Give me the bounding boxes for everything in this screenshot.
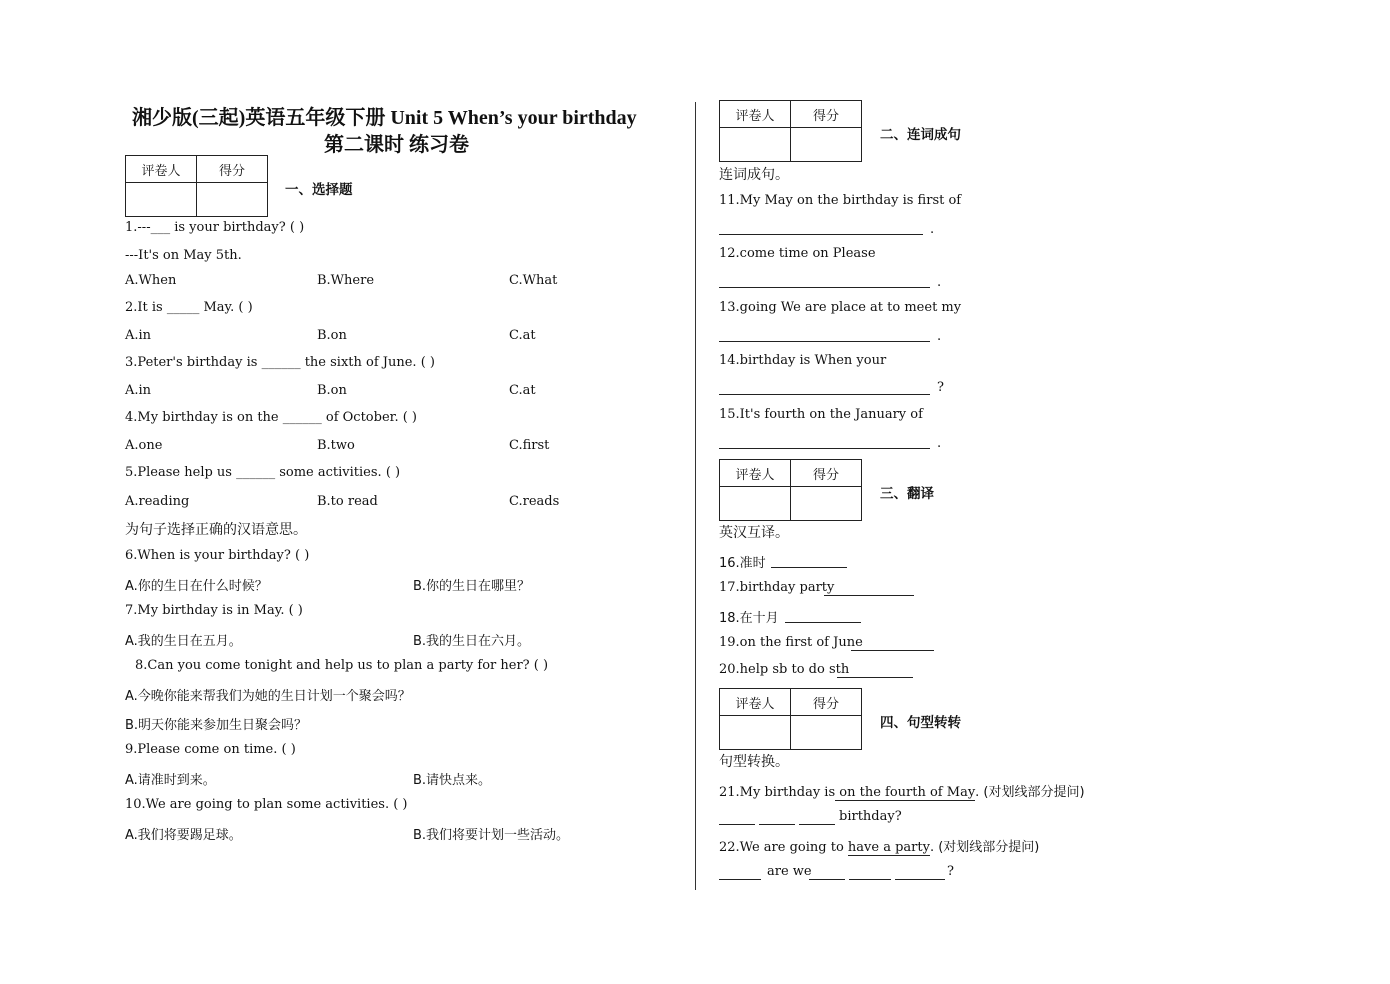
section-2-instruction: 连词成句。 [719,167,789,183]
answer-line-18[interactable] [785,622,861,623]
score-label: 得分 [197,156,268,183]
question-6: 6.When is your birthday? ( ) [125,548,310,563]
answer-line-12[interactable] [719,287,930,288]
q8-option-b[interactable]: B.明天你能来参加生日聚会吗？ [125,718,308,733]
question-21-underlined: on the fourth of May [835,785,976,800]
q9-option-a[interactable]: A.请准时到来。 [125,773,216,788]
answer-22-blank-4[interactable] [895,879,945,880]
q9-option-b[interactable]: B.请快点来。 [413,773,492,788]
q3-option-a[interactable]: A.in [125,383,152,398]
question-22-instruction: . (对划线部分提问) [929,840,1040,855]
q10-option-a[interactable]: A.我们将要踢足球。 [125,828,242,843]
question-20: 20.help sb to do sth [719,662,850,677]
q4-option-b[interactable]: B.two [317,438,355,453]
question-11: 11.My May on the birthday is first of [719,193,962,208]
score-label: 得分 [791,689,862,716]
answer-line-14[interactable] [719,394,930,395]
q6-option-a[interactable]: A.你的生日在什么时候？ [125,579,268,594]
q2-option-c[interactable]: C.at [509,328,536,343]
q1-option-c[interactable]: C.What [509,273,558,288]
answer-line-20[interactable] [837,677,913,678]
question-21-text: 21.My birthday is [719,785,836,800]
question-1-reply: ---It's on May 5th. [125,248,242,263]
score-box-2 [719,100,862,162]
section-1-heading: 一、选择题 [285,182,353,198]
answer-13-punct: . [937,329,942,344]
q1-option-a[interactable]: A.When [125,273,177,288]
answer-line-15[interactable] [719,448,930,449]
score-cell[interactable] [197,183,268,217]
q10-option-b[interactable]: B.我们将要计划一些活动。 [413,828,570,843]
q2-option-b[interactable]: B.on [317,328,347,343]
answer-line-17[interactable] [824,595,914,596]
question-18: 18.在十月 [719,611,779,626]
score-cell[interactable] [791,716,862,750]
reviewer-cell[interactable] [126,183,197,217]
q6-option-b[interactable]: B.你的生日在哪里？ [413,579,531,594]
question-19: 19.on the first of June [719,635,863,650]
score-box-1 [125,155,268,217]
score-box-4 [719,688,862,750]
reviewer-label: 评卷人 [720,460,791,487]
section-3-heading: 三、翻译 [880,486,934,502]
question-13: 13.going We are place at to meet my [719,300,962,315]
answer-22-mid: are we [767,864,812,879]
question-22 [719,836,1039,855]
reviewer-label: 评卷人 [126,156,197,183]
answer-14-punct: ? [937,380,944,395]
q1-option-b[interactable]: B.Where [317,273,375,288]
section-2-heading: 二、连词成句 [880,127,961,143]
answer-21-end: birthday? [839,809,902,824]
question-9: 9.Please come on time. ( ) [125,742,296,757]
score-label: 得分 [791,460,862,487]
reviewer-label: 评卷人 [720,689,791,716]
q3-option-c[interactable]: C.at [509,383,536,398]
q5-option-b[interactable]: B.to read [317,494,378,509]
score-box-3 [719,459,862,521]
page-title: 湘少版(三起)英语五年级下册 Unit 5 When’s your birthday [132,107,637,129]
reviewer-label: 评卷人 [720,101,791,128]
reviewer-cell[interactable] [720,716,791,750]
question-2: 2.It is _____ May. ( ) [125,300,253,315]
question-21 [719,781,1085,800]
reviewer-cell[interactable] [720,487,791,521]
q3-option-b[interactable]: B.on [317,383,347,398]
question-21-instruction: . (对划线部分提问) [975,785,1085,800]
section-3-instruction: 英汉互译。 [719,525,789,541]
q2-option-a[interactable]: A.in [125,328,152,343]
answer-22-blank-3[interactable] [849,879,891,880]
q7-option-a[interactable]: A.我的生日在五月。 [125,634,242,649]
answer-line-16[interactable] [771,567,847,568]
score-label: 得分 [791,101,862,128]
answer-21-blank-1[interactable] [719,824,755,825]
answer-21-blank-3[interactable] [799,824,835,825]
question-16: 16.准时 [719,556,766,571]
answer-22-end: ? [947,864,954,879]
answer-22-blank-1[interactable] [719,879,761,880]
column-divider [695,102,696,890]
q5-option-a[interactable]: A.reading [125,494,190,509]
answer-line-19[interactable] [851,650,934,651]
section-1-instruction-2: 为句子选择正确的汉语意思。 [125,522,307,538]
answer-11-punct: . [930,222,935,237]
question-14: 14.birthday is When your [719,353,887,368]
question-17: 17.birthday party [719,580,835,595]
question-22-underlined: have a party [847,840,930,855]
score-cell[interactable] [791,128,862,162]
score-cell[interactable] [791,487,862,521]
answer-line-11[interactable] [719,234,923,235]
section-4-instruction: 句型转换。 [719,754,789,770]
question-8: 8.Can you come tonight and help us to plan a party for her? ( ) [135,658,549,673]
question-7: 7.My birthday is in May. ( ) [125,603,303,618]
section-4-heading: 四、句型转转 [880,715,961,731]
page-subtitle: 第二课时 练习卷 [324,134,469,156]
q4-option-c[interactable]: C.first [509,438,550,453]
question-1: 1.---___ is your birthday? ( ) [125,220,305,235]
q4-option-a[interactable]: A.one [125,438,163,453]
answer-22-blank-2[interactable] [809,879,845,880]
question-22-text: 22.We are going to [719,840,848,855]
question-4: 4.My birthday is on the ______ of October. ( ) [125,410,417,425]
question-15: 15.It's fourth on the January of [719,407,923,422]
question-12: 12.come time on Please [719,246,876,261]
q8-option-a[interactable]: A.今晚你能来帮我们为她的生日计划一个聚会吗？ [125,689,411,704]
q7-option-b[interactable]: B.我的生日在六月。 [413,634,531,649]
question-10: 10.We are going to plan some activities. ( ) [125,797,408,812]
q5-option-c[interactable]: C.reads [509,494,560,509]
answer-21-blank-2[interactable] [759,824,795,825]
answer-line-13[interactable] [719,341,930,342]
answer-12-punct: . [937,275,942,290]
question-3: 3.Peter's birthday is ______ the sixth of June. ( ) [125,355,435,370]
question-5: 5.Please help us ______ some activities. ( ) [125,465,401,480]
answer-15-punct: . [937,436,942,451]
reviewer-cell[interactable] [720,128,791,162]
